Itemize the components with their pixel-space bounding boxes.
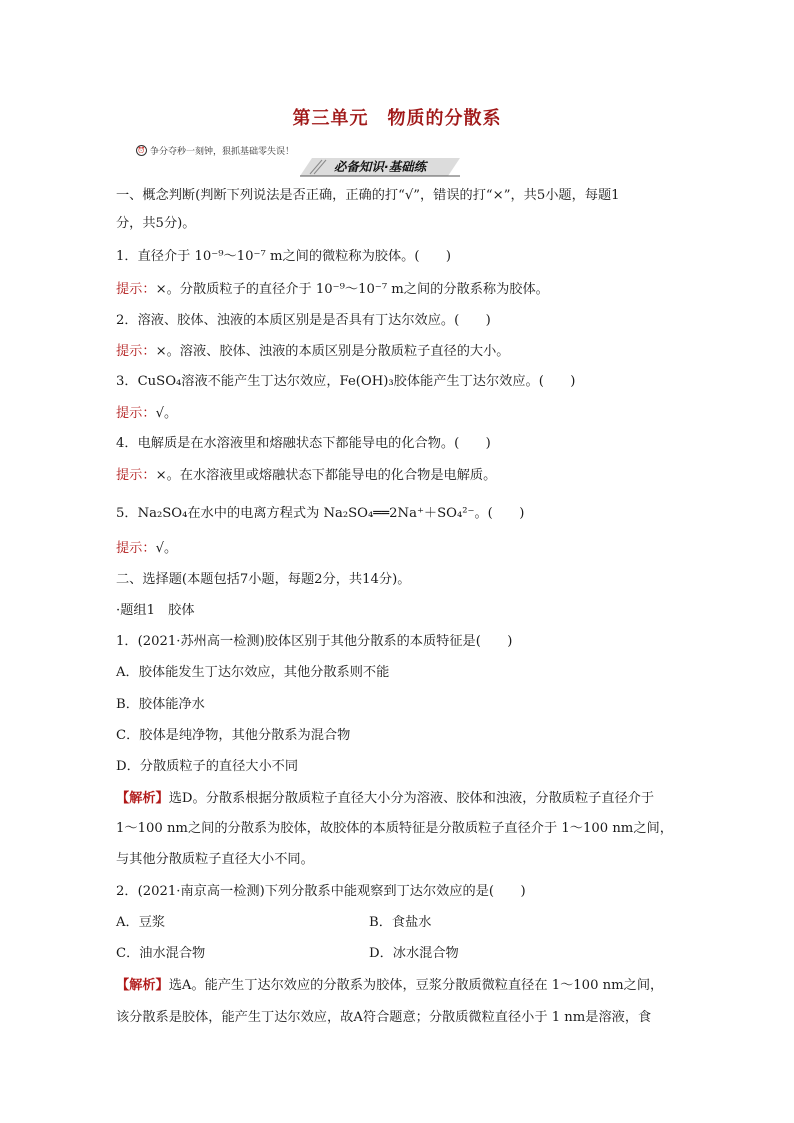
option: B．胶体能净水 [116,697,205,712]
hint [116,342,682,362]
option: C．油水混合物 [116,946,206,961]
motto [136,144,294,157]
hint [116,280,682,300]
hint-label: 提示： [116,406,156,421]
analysis-text: 选A。能产生丁达尔效应的分散系为胶体，豆浆分散质微粒直径在 1～100 nm之间， [168,978,664,993]
hint-text: ×。在水溶液里或熔融状态下都能导电的化合物是电解质。 [155,468,497,483]
question: 3．CuSO₄溶液不能产生丁达尔效应，Fe(OH)₃胶体能产生丁达尔效应。( ) [116,374,576,389]
section-heading-cont: 分，共5分)。 [116,216,196,231]
option-row [116,913,682,933]
option: C．胶体是纯净物，其他分散系为混合物 [116,728,351,743]
hint-label: 提示： [116,282,156,297]
section-banner [300,157,460,177]
option: A．胶体能发生丁达尔效应，其他分散系则不能 [116,665,390,680]
analysis-text: 选D。分散系根据分散质粒子直径大小分为溶液、胶体和浊液，分散质粒子直径介于 [168,791,655,806]
hint-label: 提示： [116,344,156,359]
analysis-label: 【解析】 [116,791,169,806]
analysis [116,976,682,996]
option-row [116,944,682,964]
option: D．冰水混合物 [369,946,459,961]
analysis-cont: 该分散系是胶体，能产生丁达尔效应，故A符合题意；分散质微粒直径小于 1 nm是溶液，食 [116,1010,652,1025]
section-heading: 二、选择题(本题包括7小题，每题2分，共14分)。 [116,572,411,587]
section-heading: 一、概念判断(判断下列说法是否正确，正确的打“√”，错误的打“×”，共5小题，每题1 [116,188,620,203]
analysis-cont: 与其他分散质粒子直径大小不同。 [116,852,314,867]
question: 1．(2021·苏州高一检测)胶体区别于其他分散系的本质特征是( ) [116,634,513,649]
option: A．豆浆 [116,915,166,930]
hint [116,539,682,559]
analysis-cont: 1～100 nm之间的分散系为胶体，故胶体的本质特征是分散质粒子直径介于 1～100 nm之间， [116,821,673,836]
motto-text: 争分夺秒一刻钟，狠抓基础零失误！ [150,147,295,157]
analysis-label: 【解析】 [116,978,169,993]
question: 5．Na₂SO₄在水中的电离方程式为 Na₂SO₄══2Na⁺＋SO₄²⁻。( ) [116,506,525,521]
question: 4．电解质是在水溶液里和熔融状态下都能导电的化合物。( ) [116,436,491,451]
question: 1．直径介于 10⁻⁹～10⁻⁷ m之间的微粒称为胶体。( ) [116,249,451,264]
hint-text: ×。分散质粒子的直径介于 10⁻⁹～10⁻⁷ m之间的分散系称为胶体。 [155,282,549,297]
option: D．分散质粒子的直径大小不同 [116,759,299,774]
hint [116,404,682,424]
page-title: 第三单元 物质的分散系 [292,108,502,129]
question: 2．(2021·南京高一检测)下列分散系中能观察到丁达尔效应的是( ) [116,884,526,899]
alarm-clock-icon: ⏰ [137,147,146,154]
hint [116,466,682,486]
hint-text: √。 [155,406,178,421]
hint-label: 提示： [116,468,156,483]
hint-text: ×。溶液、胶体、浊液的本质区别是分散质粒子直径的大小。 [155,344,510,359]
hint-label: 提示： [116,541,156,556]
banner-label: 必备知识·基础练 [333,159,427,174]
option: B．食盐水 [369,915,432,930]
group-heading: ·题组1 胶体 [116,603,195,618]
question: 2．溶液、胶体、浊液的本质区别是是否具有丁达尔效应。( ) [116,313,491,328]
hint-text: √。 [155,541,178,556]
analysis [116,789,682,809]
